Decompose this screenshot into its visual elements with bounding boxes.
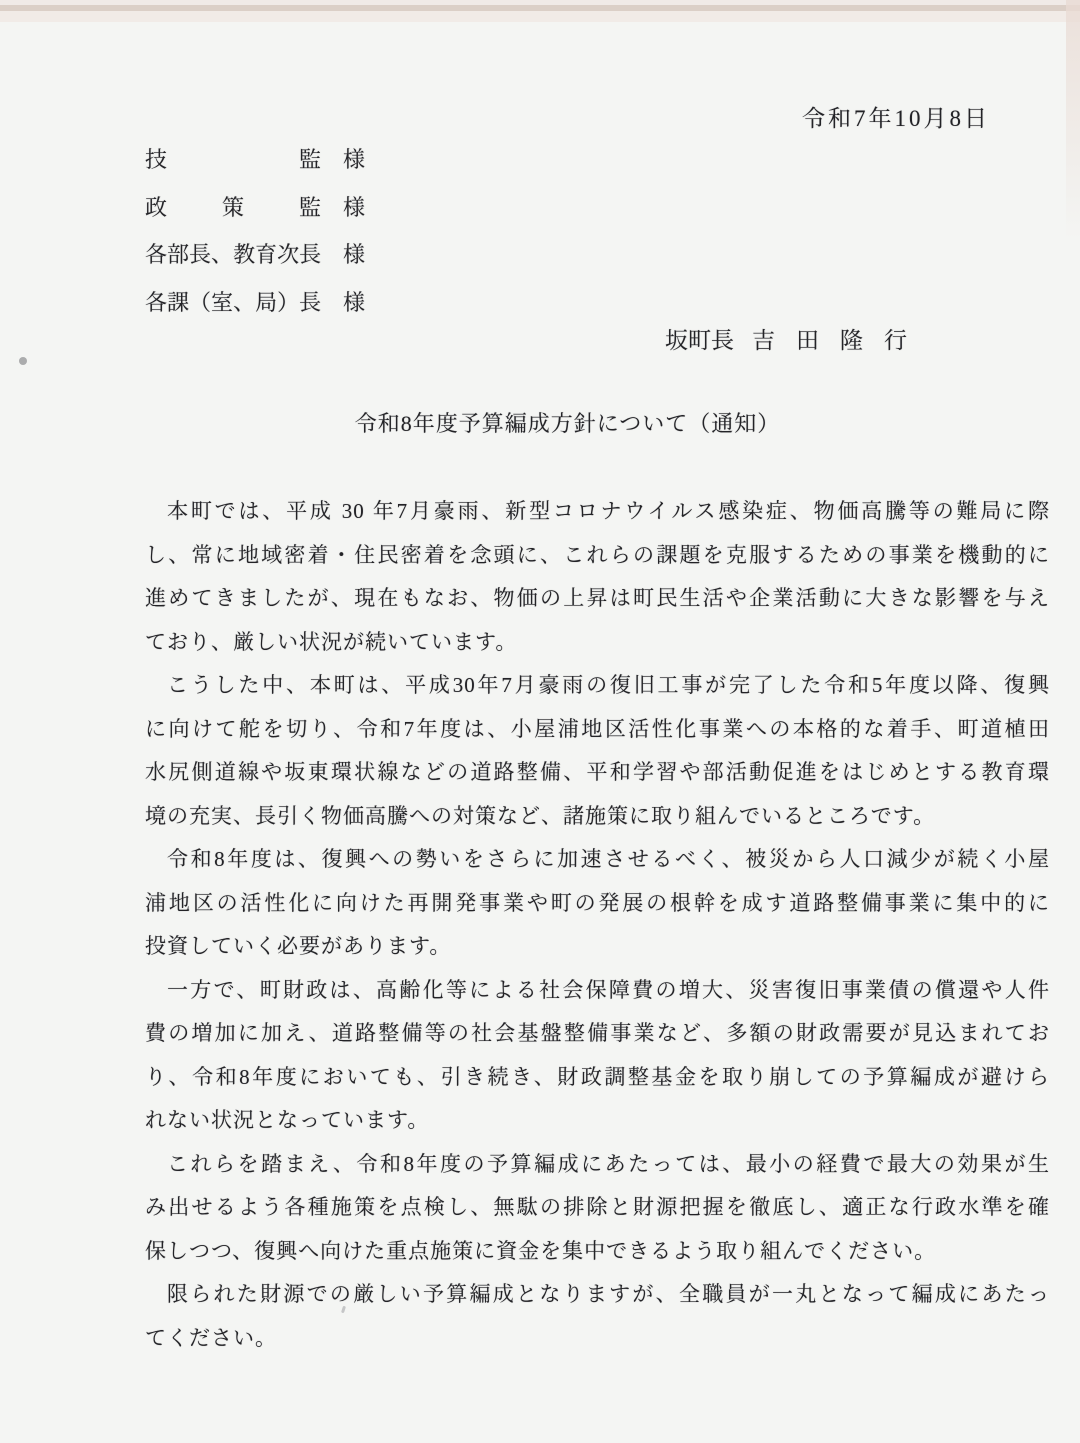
body-line: 一方で、町財政は、高齢化等による社会保障費の増大、災害復旧事業債の償還や人件 bbox=[167, 977, 1050, 1002]
recipient-title-char: 部 bbox=[167, 242, 190, 268]
recipient-honorific: 様 bbox=[343, 194, 366, 220]
recipient-title-char: 政 bbox=[145, 194, 168, 220]
recipient-title-char: 各 bbox=[145, 242, 168, 268]
body-line: ており、厳しい状況が続いています。 bbox=[145, 629, 518, 654]
sender-name-char: 行 bbox=[884, 328, 907, 353]
recipient-title bbox=[145, 286, 321, 317]
scan-speck bbox=[19, 357, 27, 365]
recipient-title-char: 長 bbox=[299, 290, 322, 316]
body-line: 投資していく必要があります。 bbox=[145, 934, 452, 958]
recipient-title-char: 長 bbox=[299, 242, 322, 268]
recipient-list bbox=[145, 135, 365, 325]
body-line: これらを踏まえ、令和8年度の予算編成にあたっては、最小の経費で最大の効果が生 bbox=[167, 1151, 1050, 1176]
recipient-title-char: 技 bbox=[145, 147, 168, 173]
document-body bbox=[145, 490, 1050, 1360]
sender-office: 坂町長 bbox=[665, 328, 734, 353]
recipient-title-char: 課 bbox=[167, 290, 190, 316]
body-line: 限られた財源での厳しい予算編成となりますが、全職員が一丸となって編成にあたっ bbox=[167, 1282, 1050, 1306]
recipient-title-char: 、 bbox=[233, 290, 256, 316]
recipient-title-char: ） bbox=[277, 290, 300, 316]
recipient-title-char: 局 bbox=[255, 290, 278, 316]
recipient-title-char: 長 bbox=[189, 242, 212, 268]
body-line: に向けて舵を切り、令和7年度は、小屋浦地区活性化事業への本格的な着手、町道植田 bbox=[145, 716, 1050, 741]
body-line: てください。 bbox=[145, 1325, 277, 1350]
recipient-title-char: 各 bbox=[145, 290, 168, 316]
recipient-line bbox=[145, 230, 365, 278]
recipient-title-char: 監 bbox=[298, 147, 321, 173]
document-title: 令和8年度予算編成方針について（通知） bbox=[354, 411, 781, 436]
body-line: こうした中、本町は、平成30年7月豪雨の復旧工事が完了した令和5年度以降、復興 bbox=[167, 673, 1050, 697]
body-line: し、常に地域密着・住民密着を念頭に、これらの課題を克服するための事業を機動的に bbox=[145, 542, 1050, 567]
recipient-title-char: （ bbox=[189, 290, 212, 316]
body-line: 費の増加に加え、道路整備等の社会基盤整備事業など、多額の財政需要が見込まれてお bbox=[145, 1021, 1050, 1045]
recipient-line bbox=[145, 135, 365, 183]
sender-name-char: 田 bbox=[796, 328, 819, 353]
body-line: 境の充実、長引く物価高騰への対策など、諸施策に取り組んでいるところです。 bbox=[145, 803, 936, 828]
body-line: 浦地区の活性化に向けた再開発事業や町の発展の根幹を成す道路整備事業に集中的に bbox=[145, 890, 1050, 915]
sender-name bbox=[752, 322, 907, 355]
recipient-line bbox=[145, 183, 365, 231]
recipient-title bbox=[145, 191, 321, 222]
body-line: り、令和8年度においても、引き続き、財政調整基金を取り崩しての予算編成が避けら bbox=[145, 1064, 1050, 1089]
sender-name-char: 隆 bbox=[840, 328, 863, 353]
recipient-title bbox=[145, 238, 321, 269]
sender-line bbox=[665, 322, 907, 355]
body-line: 水尻側道線や坂東環状線などの道路整備、平和学習や部活動促進をはじめとする教育環 bbox=[145, 760, 1050, 784]
recipient-title-char: 次 bbox=[277, 242, 300, 268]
body-line: 令和8年度は、復興への勢いをさらに加速させるべく、被災から人口減少が続く小屋 bbox=[167, 847, 1050, 871]
scan-edge-right bbox=[1066, 0, 1080, 240]
body-line: 本町では、平成 30 年7月豪雨、新型コロナウイルス感染症、物価高騰等の難局に際 bbox=[167, 499, 1050, 523]
recipient-title-char: 策 bbox=[221, 194, 244, 220]
recipient-title-char: 監 bbox=[298, 194, 321, 220]
recipient-title-char: 室 bbox=[211, 290, 234, 316]
scan-edge-band-sub bbox=[0, 11, 1080, 22]
recipient-title-char: 教 bbox=[233, 242, 256, 268]
document-date: 令和7年10月8日 bbox=[802, 106, 990, 131]
sender-name-char: 吉 bbox=[752, 328, 775, 353]
body-line: 保しつつ、復興へ向けた重点施策に資金を集中できるよう取り組んでください。 bbox=[145, 1238, 937, 1263]
recipient-honorific: 様 bbox=[343, 147, 366, 173]
recipient-title bbox=[145, 143, 321, 174]
recipient-title-char: 育 bbox=[255, 242, 278, 268]
recipient-line bbox=[145, 278, 365, 326]
body-line: 進めてきましたが、現在もなお、物価の上昇は町民生活や企業活動に大きな影響を与え bbox=[145, 586, 1050, 610]
recipient-honorific: 様 bbox=[343, 290, 366, 316]
recipient-honorific: 様 bbox=[343, 242, 366, 268]
body-line: れない状況となっています。 bbox=[145, 1108, 430, 1132]
body-line: み出せるよう各種施策を点検し、無駄の排除と財源把握を徹底し、適正な行政水準を確 bbox=[145, 1195, 1050, 1219]
recipient-title-char: 、 bbox=[211, 242, 234, 268]
